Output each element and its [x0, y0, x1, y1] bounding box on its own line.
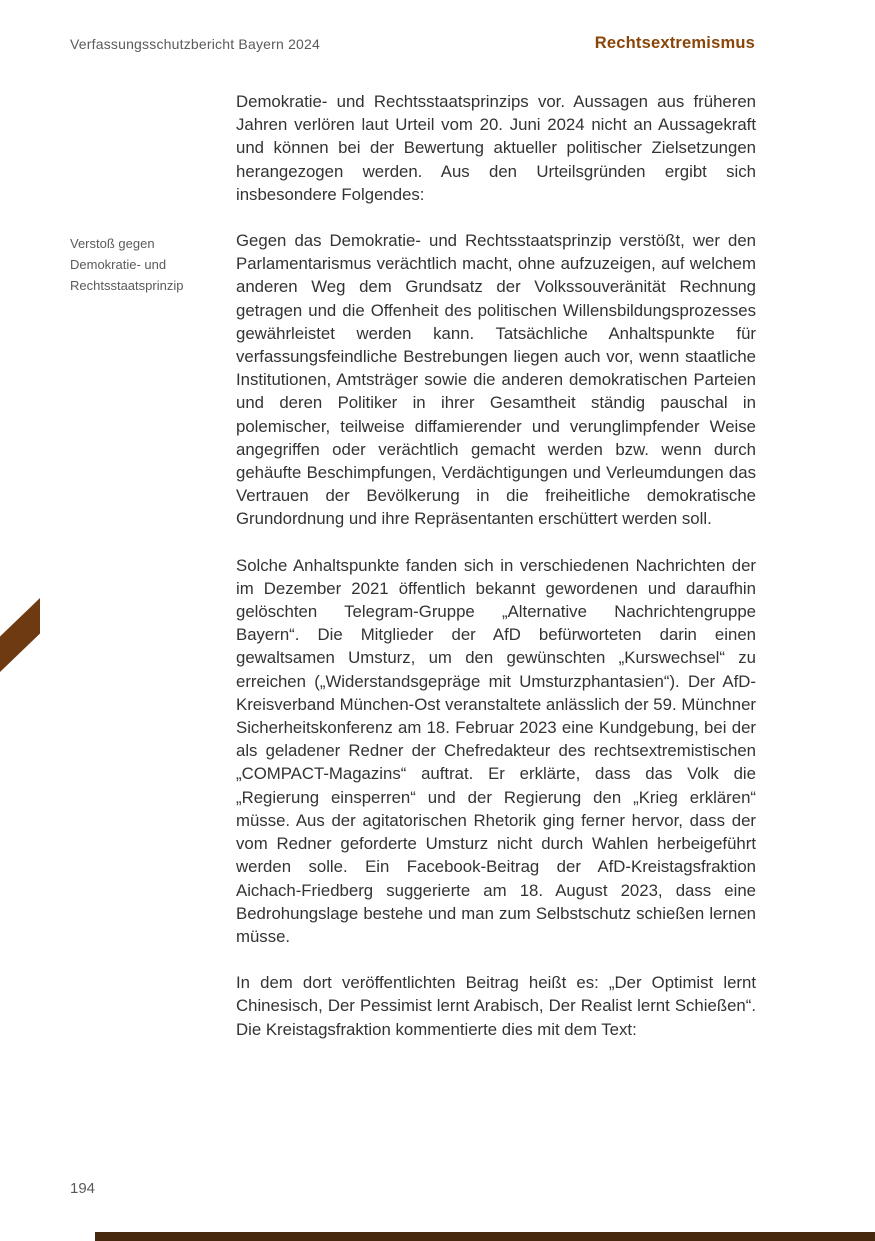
footer-bar	[95, 1232, 875, 1241]
report-title: Verfassungsschutzbericht Bayern 2024	[70, 36, 321, 52]
body-text-column	[236, 90, 756, 1064]
body-paragraph: Gegen das Demokratie- und Rechtsstaatsprinzip verstößt, wer den Parlamentarismus verächtlich macht, ohne aufzuzeigen, auf welchem anderen Weg dem Grundsatz der Volkssouveränität Rechnung getragen und die Offenheit des politischen Willensbildungsprozesses gewährleistet werden kann. Tatsächliche Anhaltspunkte für verfassungsfeindliche Bestrebungen liegen auch vor, wenn staatliche Institutionen, Amtsträger sowie die anderen demokratischen Parteien und deren Politiker in ihrer Gesamtheit ständig pauschal in polemischer, teilweise diffamierender und verunglimpfender Weise angegriffen oder verächtlich gemacht werden bzw. wenn durch gehäufte Beschimpfungen, Verdächtigungen und Verleumdungen das Vertrauen der Bevölkerung in die freiheitliche demokratische Grundordnung und ihre Repräsentanten erschüttert werden soll.	[236, 231, 756, 529]
margin-triangle-decoration	[0, 598, 40, 672]
chapter-title: Rechtsextremismus	[594, 34, 755, 52]
margin-note: Verstoß gegen Demokratie- und Rechtsstaatsprinzip	[70, 236, 184, 293]
body-paragraph: In dem dort veröffentlichten Beitrag heißt es: „Der Optimist lernt Chinesisch, Der Pessimist lernt Arabisch, Der Realist lernt Schießen“. Die Kreistagsfraktion kommentierte dies mit dem Text:	[236, 973, 756, 1039]
body-paragraph: Solche Anhaltspunkte fanden sich in verschiedenen Nachrichten der im Dezember 2021 öffentlich bekannt gewordenen und daraufhin gelöschten Telegram-Gruppe „Alternative Nachrichtengruppe Bayern“. Die Mitglieder der AfD befürworteten darin einen gewaltsamen Umsturz, um den gewünschten „Kurswechsel“ zu erreichen („Widerstandsgepräge mit Umsturzphantasien“). Der AfD-Kreisverband München-Ost veranstaltete anlässlich der 59. Münchner Sicherheitskonferenz am 18. Februar 2023 eine Kundgebung, bei der als geladener Redner der Chefredakteur des rechtsextremistischen „COMPACT-Magazins“ auftrat. Er erklärte, dass das Volk die „Regierung einsperren“ und der Regierung den „Krieg erklären“ müsse. Aus der agitatorischen Rhetorik ging ferner hervor, dass der vom Redner geforderte Umsturz nicht durch Wahlen herbeigeführt werden solle. Ein Facebook-Beitrag der AfD-Kreistagsfraktion Aichach-Friedberg suggerierte am 18. August 2023, dass eine Bedrohungslage bestehe und man zum Selbstschutz schießen lernen müsse.	[236, 555, 756, 946]
body-paragraph: Demokratie- und Rechtsstaatsprinzips vor. Aussagen aus früheren Jahren verlören laut Urteil vom 20. Juni 2024 nicht an Aussagekraft und können bei der Bewertung aktueller politischer Zielsetzungen herangezogen werden. Aus den Urteilsgründen ergibt sich insbesondere Folgendes:	[236, 92, 756, 204]
page-number: 194	[70, 1180, 96, 1197]
